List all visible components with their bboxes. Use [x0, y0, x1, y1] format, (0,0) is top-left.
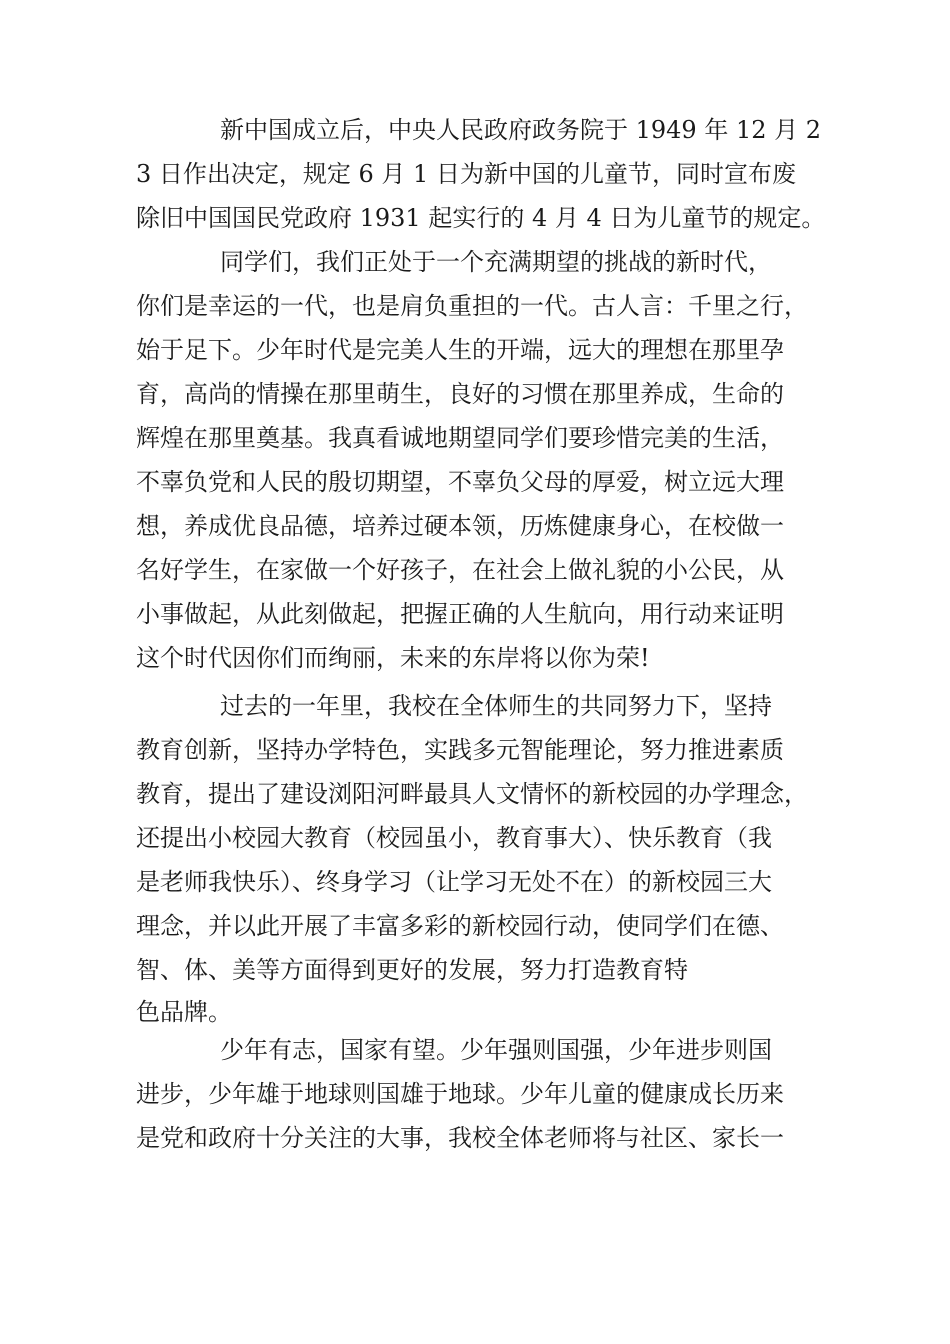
text-line: 教育，提出了建设浏阳河畔最具人文情怀的新校园的办学理念，	[136, 780, 808, 808]
text-line: 教育创新，坚持办学特色，实践多元智能理论，努力推进素质	[136, 736, 784, 764]
text-line: 进步，少年雄于地球则国雄于地球。少年儿童的健康成长历来	[136, 1080, 784, 1108]
text-line: 少年有志，国家有望。少年强则国强，少年进步则国	[220, 1036, 772, 1064]
text-line: 理念，并以此开展了丰富多彩的新校园行动，使同学们在德、	[136, 912, 784, 940]
text-line: 辉煌在那里奠基。我真看诚地期望同学们要珍惜完美的生活，	[136, 424, 784, 452]
text-line: 小事做起，从此刻做起，把握正确的人生航向，用行动来证明	[136, 600, 784, 628]
text-line: 还提出小校园大教育（校园虽小，教育事大）、快乐教育（我	[136, 824, 772, 852]
text-line: 名好学生，在家做一个好孩子，在社会上做礼貌的小公民，从	[136, 556, 784, 584]
text-line: 过去的一年里，我校在全体师生的共同努力下，坚持	[220, 692, 772, 720]
text-line: 除旧中国国民党政府 1931 起实行的 4 月 4 日为儿童节的规定。	[136, 204, 826, 232]
text-line: 同学们，我们正处于一个充满期望的挑战的新时代，	[220, 248, 772, 276]
text-line: 这个时代因你们而绚丽，未来的东岸将以你为荣!	[136, 644, 650, 672]
text-line: 3 日作出决定，规定 6 月 1 日为新中国的儿童节，同时宣布废	[136, 160, 796, 188]
text-line: 智、体、美等方面得到更好的发展，努力打造教育特	[136, 956, 688, 984]
text-line: 始于足下。少年时代是完美人生的开端，远大的理想在那里孕	[136, 336, 784, 364]
text-line: 想，养成优良品德，培养过硬本领，历炼健康身心，在校做一	[136, 512, 784, 540]
text-line: 是党和政府十分关注的大事，我校全体老师将与社区、家长一	[136, 1124, 784, 1152]
text-line: 育，高尚的情操在那里萌生，良好的习惯在那里养成，生命的	[136, 380, 784, 408]
text-line: 新中国成立后，中央人民政府政务院于 1949 年 12 月 2	[220, 116, 822, 144]
text-line: 你们是幸运的一代，也是肩负重担的一代。古人言：千里之行，	[136, 292, 808, 320]
text-line: 色品牌。	[136, 998, 232, 1026]
text-line: 不辜负党和人民的殷切期望，不辜负父母的厚爱，树立远大理	[136, 468, 784, 496]
text-line: 是老师我快乐）、终身学习（让学习无处不在）的新校园三大	[136, 868, 772, 896]
